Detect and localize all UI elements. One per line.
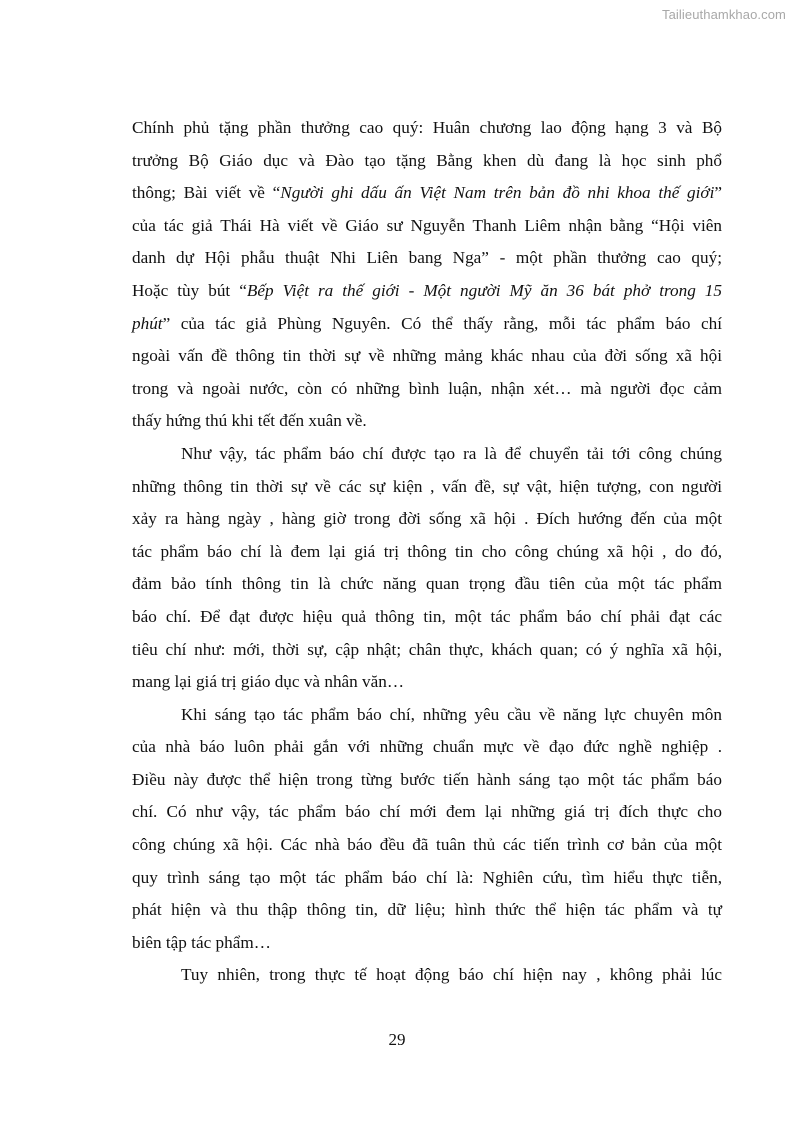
text-line: chí. Có như vậy, tác phẩm báo chí mới đem lại những giá trị đích thực cho xyxy=(132,802,722,822)
text-segment: ” xyxy=(714,183,723,203)
text-segment: Hoặc tùy bút “ xyxy=(132,280,247,300)
text-line: ngoài vấn đề thông tin thời sự về những mảng khác nhau của đời sống xã hội xyxy=(132,346,722,366)
text-segment: ” của tác giả Phùng Nguyên. Có thể thấy rằng, mỗi tác phẩm báo chí xyxy=(162,313,722,333)
italic-title: Người ghi dấu ấn Việt Nam trên bản đồ nhi khoa thế giới xyxy=(280,183,715,203)
text-line: Chính phủ tặng phần thưởng cao quý: Huân chương lao động hạng 3 và Bộ xyxy=(132,118,722,137)
text-line: mang lại giá trị giáo dục và nhân văn… xyxy=(132,672,405,692)
text-segment: thông; Bài viết về “ xyxy=(132,183,281,203)
text-line: trưởng Bộ Giáo dục và Đào tạo tặng Bằng khen dù đang là học sinh phổ xyxy=(132,150,722,170)
text-line: của tác giả Thái Hà viết về Giáo sư Nguyễn Thanh Liêm nhận bằng “Hội viên xyxy=(132,215,722,235)
text-line: báo chí. Để đạt được hiệu quả thông tin, một tác phẩm báo chí phải đạt các xyxy=(132,606,722,626)
text-line: của nhà báo luôn phải gắn với những chuẩn mực về đạo đức nghề nghiệp . xyxy=(132,737,722,757)
page-body-text xyxy=(132,112,722,992)
text-line: công chúng xã hội. Các nhà báo đều đã tuân thủ các tiến trình cơ bản của một xyxy=(132,835,722,855)
page-number: 29 xyxy=(388,1030,406,1049)
text-line: danh dự Hội phẫu thuật Nhi Liên bang Nga” - một phần thưởng cao quý; xyxy=(132,248,722,268)
text-line xyxy=(132,275,722,308)
text-line: phát hiện và thu thập thông tin, dữ liệu; hình thức thể hiện tác phẩm và tự xyxy=(132,900,722,920)
text-line: tiêu chí như: mới, thời sự, cập nhật; chân thực, khách quan; có ý nghĩa xã hội, xyxy=(132,639,722,659)
text-line: những thông tin thời sự về các sự kiện , vấn đề, sự vật, hiện tượng, con người xyxy=(132,476,722,496)
italic-title: phút xyxy=(132,313,163,333)
text-line: thấy hứng thú khi tết đến xuân về. xyxy=(132,411,367,431)
text-line: trong và ngoài nước, còn có những bình luận, nhận xét… mà người đọc cảm xyxy=(132,378,722,398)
text-line: Như vậy, tác phẩm báo chí được tạo ra là để chuyển tải tới công chúng xyxy=(181,443,722,463)
text-line xyxy=(132,308,722,341)
text-line: biên tập tác phẩm… xyxy=(132,932,271,952)
text-line: Khi sáng tạo tác phẩm báo chí, những yêu cầu về năng lực chuyên môn xyxy=(181,704,722,724)
text-line xyxy=(132,177,722,210)
italic-title: Bếp Việt ra thế giới - Một người Mỹ ăn 36 bát phở trong 15 xyxy=(246,280,722,300)
text-line: đảm bảo tính thông tin là chức năng quan trọng đầu tiên của một tác phẩm xyxy=(132,574,722,594)
text-line: Điều này được thể hiện trong từng bước tiến hành sáng tạo một tác phẩm báo xyxy=(132,769,722,789)
text-line: quy trình sáng tạo một tác phẩm báo chí là: Nghiên cứu, tìm hiểu thực tiễn, xyxy=(132,867,722,887)
watermark-text: Tailieuthamkhao.com xyxy=(661,7,786,22)
text-line: xảy ra hàng ngày , hàng giờ trong đời sống xã hội . Đích hướng đến của một xyxy=(132,509,722,529)
text-line: Tuy nhiên, trong thực tế hoạt động báo chí hiện nay , không phải lúc xyxy=(181,965,722,985)
text-line: tác phẩm báo chí là đem lại giá trị thông tin cho công chúng xã hội , do đó, xyxy=(132,541,722,561)
